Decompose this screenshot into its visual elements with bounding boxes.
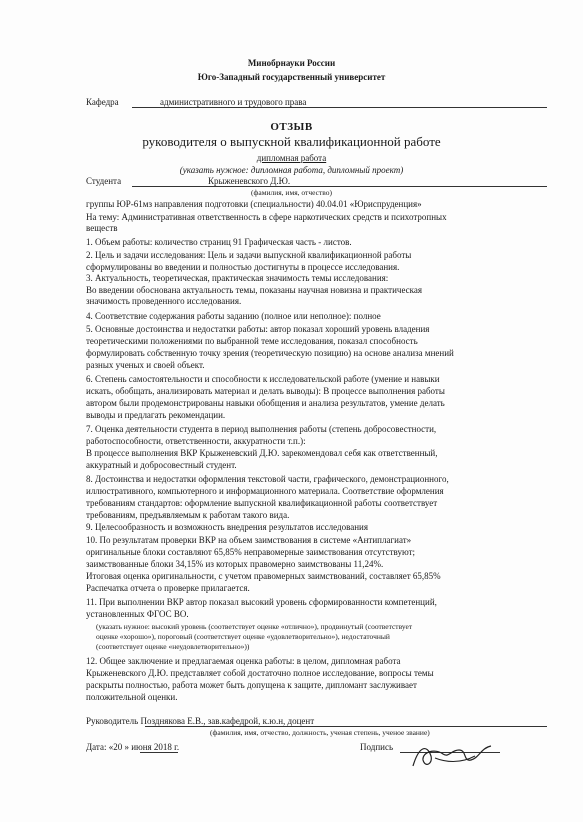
item-12-line-3: раскрыты полностью, работа может быть допущена к защите, дипломант заслуживает	[86, 680, 417, 690]
document-title: ОТЗЫВ	[270, 121, 313, 133]
date-month-underline	[140, 752, 178, 753]
item-6-line-1: 6. Степень самостоятельности и способности к исследовательской работе (умение и навыки	[86, 374, 440, 384]
item-12-line-4: положительной оценки.	[86, 692, 178, 702]
item-3-line-3: значимость проведенного исследования.	[86, 296, 242, 306]
item-8-line-2: иллюстративного, компьютерного и информационного материала. Соответствие оформления	[86, 486, 444, 496]
supervisor-underline	[145, 726, 547, 727]
supervisor-line: Руководитель Позднякова Е.В., зав.кафедрой, к.ю.н, доцент	[86, 716, 315, 726]
item-1: 1. Объем работы: количество страниц 91 Графическая часть - листов.	[86, 237, 352, 247]
item-5-line-4: разных ученых и своей объект.	[86, 360, 205, 370]
document-subtitle: руководителя о выпускной квалификационной работе	[142, 134, 441, 149]
student-caption: (фамилия, имя, отчество)	[251, 188, 332, 197]
item-7-line-3: В процессе выполнения ВКР Крыженевский Д.Ю. зарекомендовал себя как ответственный,	[86, 448, 438, 458]
item-11-line-1: 11. При выполнении ВКР автор показал высокий уровень сформированности компетенций,	[86, 597, 437, 607]
ministry-name: Минобрнауки России	[247, 58, 336, 68]
group-line: группы ЮР-61мз направления подготовки (специальности) 40.04.01 «Юриспруденция»	[86, 199, 422, 209]
item-11-hint-2: оценке «хорошо»), пороговый (соответствует оценке «удовлетворительно»), недостаточный	[96, 632, 390, 641]
handwritten-signature	[405, 738, 500, 778]
item-6-line-4: выводы и предлагать рекомендации.	[86, 410, 226, 420]
topic-line-1: На тему: Административная ответственность в сфере наркотических средств и психотропных	[86, 212, 447, 222]
item-7-line-4: аккуратный и добросовестный студент.	[86, 460, 237, 470]
university-name: Юго-Западный государственный университет	[197, 72, 386, 82]
item-8-line-1: 8. Достоинства и недостатки оформления текстовой части, графического, демонстрационного,	[86, 474, 449, 484]
item-7-line-2: работоспособности, ответственности, аккуратности т.п.):	[86, 436, 306, 446]
item-5-line-1: 5. Основные достоинства и недостатки работы: автор показал хороший уровень владения	[86, 324, 430, 334]
student-underline	[132, 186, 547, 187]
item-11-hint-3: (соответствует оценке «неудовлетворительно»))	[96, 642, 250, 651]
topic-line-2: веществ	[86, 223, 118, 233]
item-9: 9. Целесообразность и возможность внедрения результатов исследования	[86, 522, 368, 532]
item-8-line-4: требованиям, предъявляемым к работам такого вида.	[86, 510, 290, 520]
item-10-line-2: оригинальные блоки составляют 65,85% неправомерные заимствования отсутствуют;	[86, 547, 416, 557]
work-type: дипломная работа	[256, 153, 327, 163]
item-12-line-1: 12. Общее заключение и предлагаемая оценка работы: в целом, дипломная работа	[86, 656, 401, 666]
item-5-line-3: формулировать собственную точку зрения (теоретическую позицию) на основе анализа мнений	[86, 348, 454, 358]
date-line: Дата: «20 » июня 2018 г.	[86, 742, 180, 752]
item-2-line-2: сформулированы во введении и полностью достигнуты в процессе исследования.	[86, 262, 400, 272]
department-value: административного и трудового права	[160, 97, 307, 107]
item-11-hint-1: (указать нужное: высокий уровень (соответствует оценке «отлично»), продвинутый (соответствует	[96, 622, 413, 631]
item-10-line-5: Распечатка отчета о проверке прилагается.	[86, 583, 250, 593]
item-10-line-1: 10. По результатам проверки ВКР на объем заимствования в системе «Антиплагиат»	[86, 535, 412, 545]
item-3-line-2: Во введении обоснована актуальность темы, показаны научная новизна и практическая	[86, 285, 423, 295]
item-4: 4. Соответствие содержания работы заданию (полное или неполное): полное	[86, 311, 381, 321]
item-5-line-2: теоретическими положениями по выбранной теме исследования, показал способность	[86, 336, 418, 346]
department-label: Кафедра	[86, 97, 119, 107]
item-10-line-4: Итоговая оценка оригинальности, с учетом правомерных заимствований, составляет 65,85%	[86, 571, 441, 581]
supervisor-caption: (фамилия, имя, отчество, должность, ученая степень, ученое звание)	[210, 728, 430, 737]
item-6-line-2: искать, обобщать, анализировать материал и делать выводы): В процессе выполнения работы	[86, 386, 445, 396]
work-type-hint: (указать нужное: дипломная работа, дипломный проект)	[179, 165, 404, 175]
student-label: Студента	[86, 176, 122, 186]
signature-label: Подпись	[360, 742, 394, 752]
department-underline	[132, 107, 547, 108]
item-10-line-3: заимствованные блоки 34,15% из которых правомерно заимствованы 11,24%.	[86, 559, 384, 569]
item-12-line-2: Крыженевского Д.Ю. представляет собой достаточно полное исследование, вопросы темы	[86, 668, 434, 678]
item-3-line-1: 3. Актуальность, теоретическая, практическая значимость темы исследования:	[86, 273, 389, 283]
item-2-line-1: 2. Цель и задачи исследования: Цель и задачи выпускной квалификационной работы	[86, 250, 412, 260]
item-7-line-1: 7. Оценка деятельности студента в период выполнения работы (степень добросовестности,	[86, 424, 437, 434]
item-6-line-3: автором были продемонстрированы навыки обобщения и анализа результатов, умение делать	[86, 398, 445, 408]
student-name: Крыженевского Д.Ю.	[208, 176, 291, 186]
item-8-line-3: требованиям стандартов: оформление выпускной квалификационной работы соответствует	[86, 498, 438, 508]
item-11-line-2: установленных ФГОС ВО.	[86, 609, 189, 619]
